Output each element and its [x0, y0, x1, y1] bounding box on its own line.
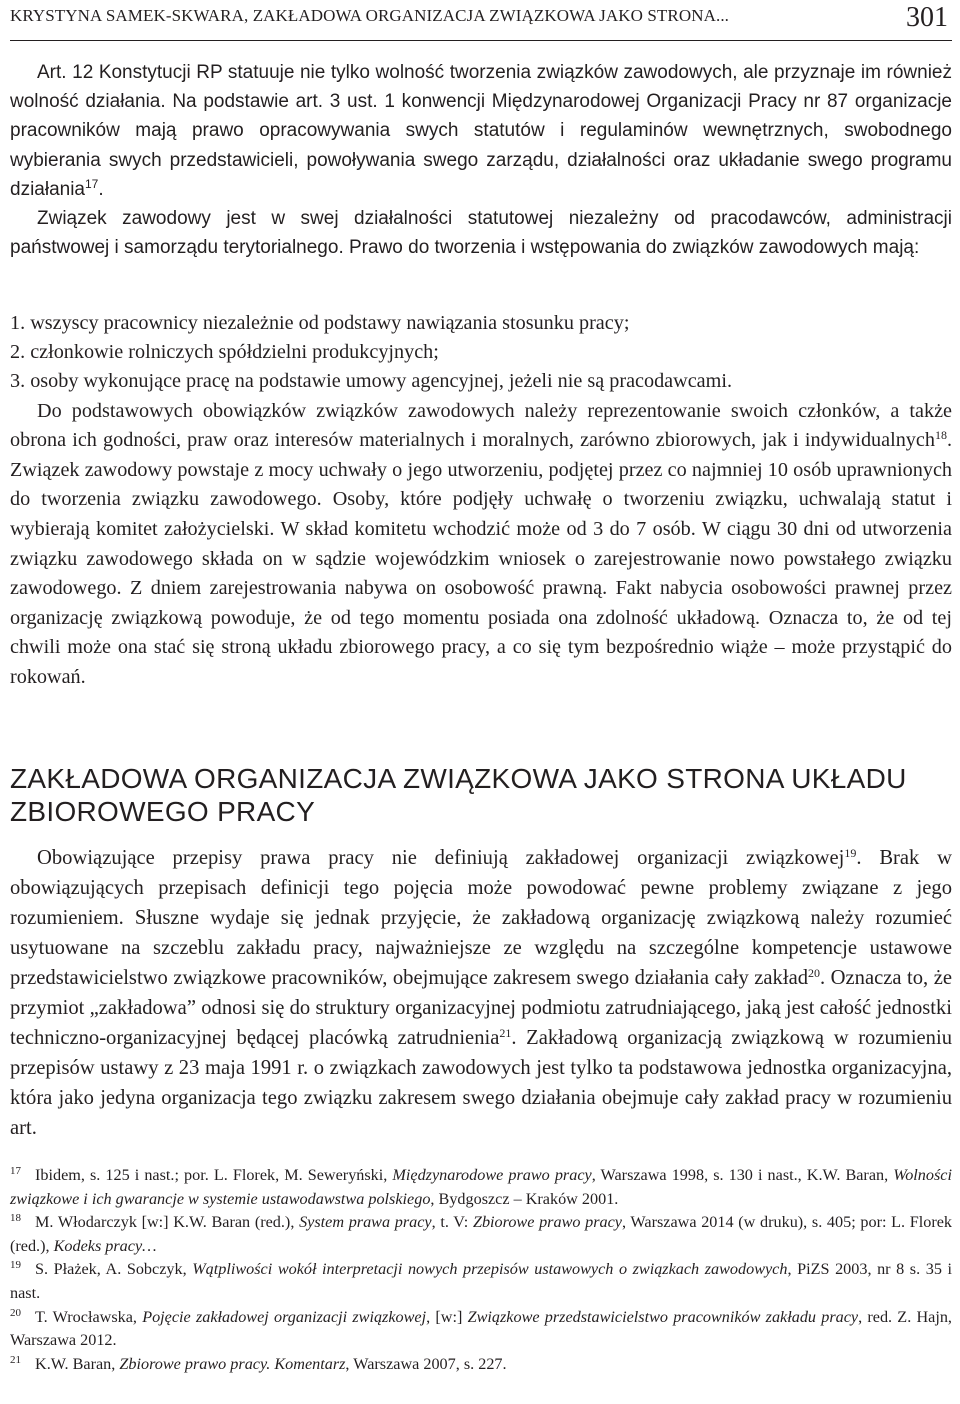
- body-text: [10, 58, 952, 262]
- footnote-ref[interactable]: 18: [934, 428, 947, 443]
- footnote: $^{21}$ K.W. Baran, Zbiorowe prawo pracy. Komentarz, Warszawa 2007, s. 227.: [10, 1353, 507, 1373]
- section-heading: ZAKŁADOWA ORGANIZACJA ZWIĄZKOWA JAKO STRONA UKŁADU ZBIOROWEGO PRACY: [10, 763, 907, 827]
- footnote-number: 18: [10, 1212, 21, 1225]
- list-item: 2. członkowie rolniczych spółdzielni produkcyjnych;: [10, 341, 439, 364]
- list-item: 1. wszyscy pracownicy niezależnie od podstawy nawiązania stosunku pracy;: [10, 312, 630, 334]
- paragraph: Art. 12 Konstytucji RP statuuje nie tylko wolność tworzenia związków zawodowych, ale przyznaje im również wolność działania. Na podstawie art. 3 ust. 1 konwencji Międzynarodowej Organizacji Pracy nr 87 organizacje pracowników mają prawo opracowywania swych statutów i regulaminów wewnętrznych, swobodnego wybierania swych przedstawicieli, powoływania swego zarządu, działalności oraz układanie swego programu działania$^{17}$.: [10, 62, 952, 200]
- footnote-number: 17: [10, 1165, 21, 1177]
- footnote-ref[interactable]: 20: [808, 966, 821, 980]
- running-header: [10, 0, 952, 41]
- footnote-ref[interactable]: 21: [499, 1026, 512, 1040]
- page-number: 301: [906, 2, 948, 33]
- footnote: $^{17}$ Ibidem, s. 125 i nast.; por. L. Florek, M. Seweryński, Międzynarodowe prawo pracy, Warszawa 1998, s. 130 i nast., K.W. Baran, Wolności związkowe i ich gwarancje w systemie ustawodawstwa polskiego, Bydgoszcz – Kraków 2001.: [10, 1165, 952, 1208]
- paragraph: Związek zawodowy jest w swej działalności statutowej niezależny od pracodawców, administracji państwowej i samorządu terytorialnego. Prawo do tworzenia i wstępowania do związków zawodowych mają:: [10, 208, 952, 259]
- running-title: KRYSTYNA SAMEK-SKWARA, ZAKŁADOWA ORGANIZACJA ZWIĄZKOWA JAKO STRONA...: [10, 6, 730, 25]
- footnotes: [10, 1164, 952, 1376]
- footnote-ref[interactable]: 17: [85, 176, 99, 191]
- footnote-number: 21: [10, 1353, 21, 1366]
- section-body: [10, 843, 952, 1143]
- paragraph: Do podstawowych obowiązków związków zawodowych należy reprezentowanie swoich członków, a także obrona ich godności, praw oraz interesów materialnych i moralnych, zarówno zbiorowych, jak i indywidualnych$^{18}$. Związek zawodowy powstaje z mocy uchwały o jego utworzeniu, podjętej przez co najmniej 10 osób uprawnionych do tworzenia związku zawodowego. Osoby, które podjęły uchwałę o tworzeniu związku, uchwalają statut i wybierają komitet założycielski. W skład komitetu wchodzić może od 3 do 7 osób. W ciągu 30 dni od utworzenia związku zawodowego składa on w sądzie wojewódzkim wniosek o zarejestrowanie nowo powstałego związku zawodowego. Z dniem zarejestrowania nabywa on osobowość prawną. Fakt nabycia osobowości prawnej przez organizację związkową powoduje, że od tego momentu posiada ona zdolność układową. Oznacza to, że od tej chwili może ona stać się stroną układu zbiorowego pracy, a co się tym bezpośrednio wiąże – może przystąpić do rokowań.: [10, 399, 952, 688]
- footnote: $^{20}$ T. Wrocławska, Pojęcie zakładowej organizacji związkowej, [w:] Związkowe przedstawicielstwo pracowników zakładu pracy, red. Z. Hajn, Warszawa 2012.: [10, 1306, 952, 1350]
- footnote-number: 19: [10, 1259, 21, 1272]
- body-text-list: [10, 309, 952, 693]
- paragraph: Obowiązujące przepisy prawa pracy nie definiują zakładowej organizacji związkowej$^{19}$. Brak w obowiązujących przepisach definicji tego pojęcia może powodować pewne problemy związane z jego rozumieniem. Słuszne wydaje się jednak przyjęcie, że zakładową organizację związkową należy rozumieć usytuowane na szczeblu zakładu pracy, najważniejsze ze względu na szczególne kompetencje ustawowe przedstawicielstwo związkowe pracowników, obejmujące zakresem swego działania cały zakład$^{20}$. Oznacza to, że przymiot „zakładowa” odnosi się do struktury organizacyjnej podmiotu zatrudniającego, jaką jest całość jednostki techniczno-organizacyjnej będącej placówką zatrudnienia$^{21}$. Zakładową organizacją związkową w rozumieniu przepisów ustawy z 23 maja 1991 r. o związkach zawodowych jest tylko ta podstawowa jednostka organizacyjna, która jako jedyna organizacja tego związku zakresem swego działania obejmuje cały zakład pracy w rozumieniu art.: [10, 846, 952, 1139]
- list-item: 3. osoby wykonujące pracę na podstawie umowy agencyjnej, jeżeli nie są pracodawcami.: [10, 370, 732, 393]
- footnote-number: 20: [10, 1306, 21, 1319]
- footnote: $^{18}$ M. Włodarczyk [w:] K.W. Baran (red.), System prawa pracy, t. V: Zbiorowe prawo pracy, Warszawa 2014 (w druku), s. 405; por: L. Florek (red.), Kodeks pracy…: [10, 1212, 953, 1255]
- footnote-ref[interactable]: 19: [844, 846, 857, 860]
- footnote: $^{19}$ S. Płażek, A. Sobczyk, Wątpliwości wokół interpretacji nowych przepisów ustawowych o związkach zawodowych, PiZS 2003, nr 8 s. 35 i nast.: [10, 1259, 952, 1302]
